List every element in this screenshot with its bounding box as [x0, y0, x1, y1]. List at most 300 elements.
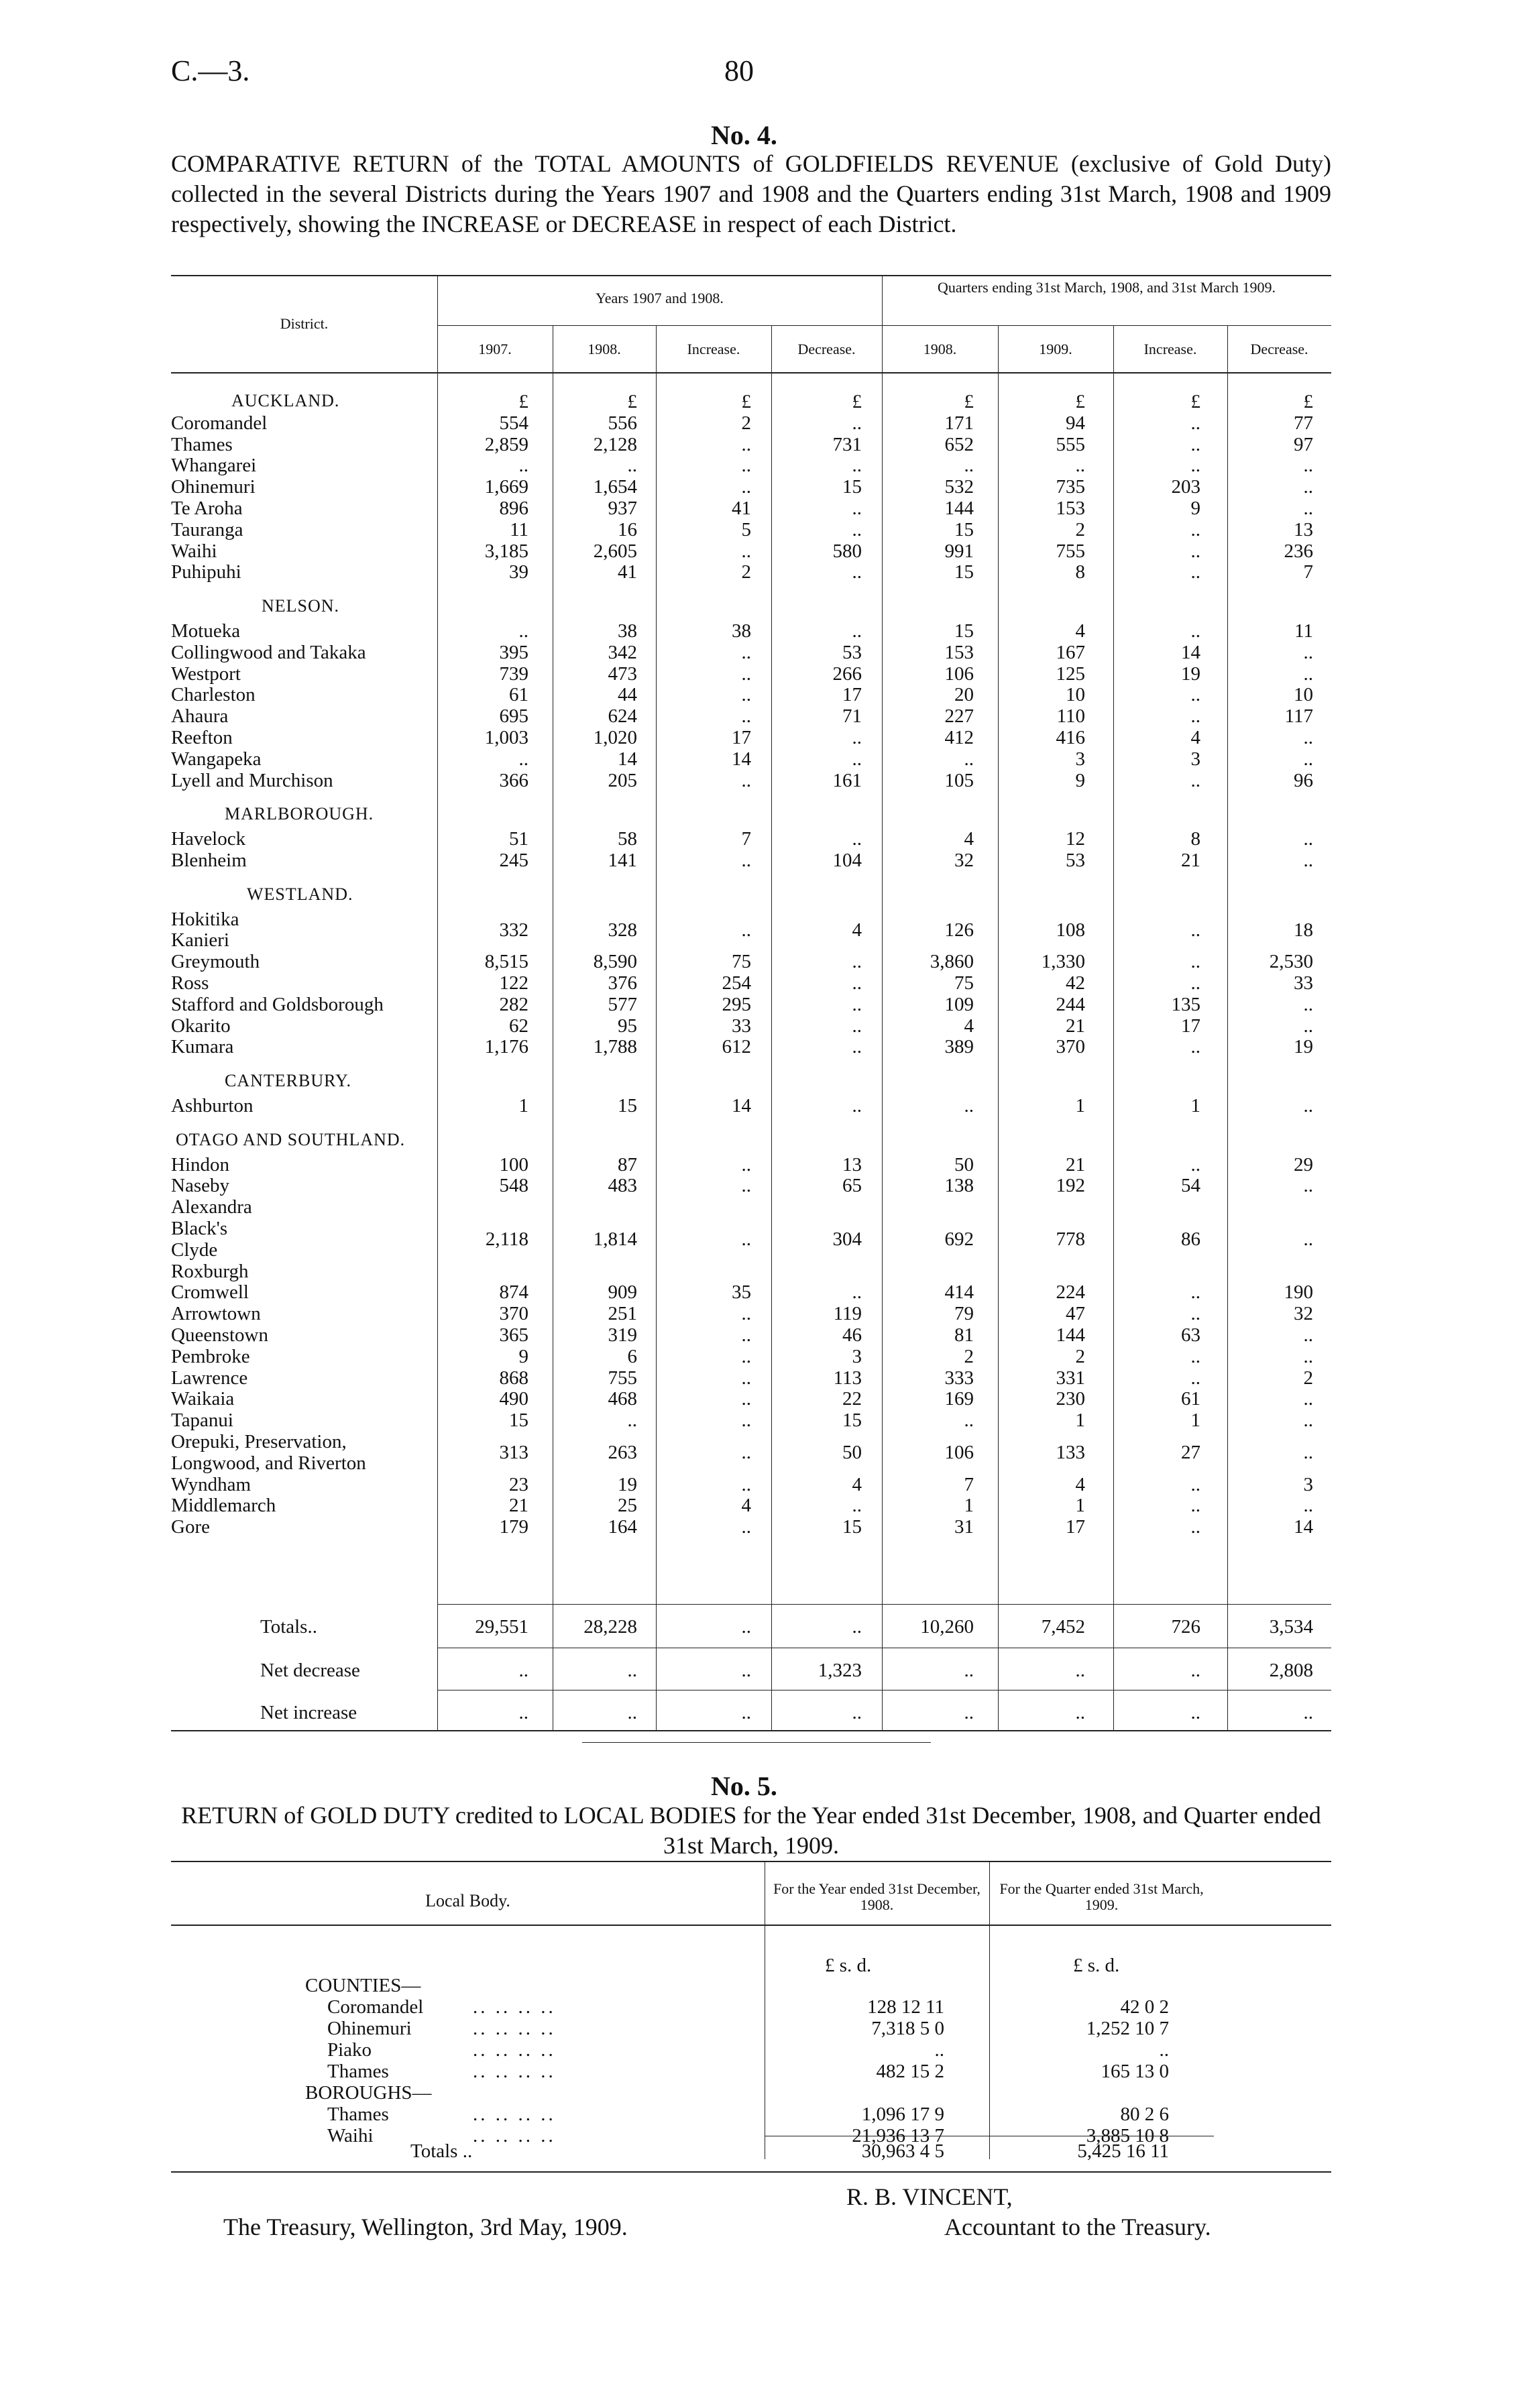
value-cell: .. [852, 1281, 862, 1304]
district-row [0, 540, 1513, 562]
value-cell: 2 [741, 561, 751, 583]
value-cell: 96 [1294, 769, 1313, 791]
value-cell: 3 [1075, 748, 1085, 770]
district-name: Ashburton [171, 1095, 254, 1116]
value-cell: .. [1303, 727, 1313, 748]
value-cell: 9 [1190, 498, 1200, 519]
value-cell: .. [1303, 748, 1313, 770]
value-cell: .. [1303, 993, 1313, 1015]
value-cell: 133 [1056, 1441, 1085, 1463]
value-cell: 117 [1284, 705, 1313, 728]
district-row [0, 727, 1513, 748]
district-row [0, 705, 1513, 727]
value-cell: .. [1190, 561, 1200, 583]
value-cell: 169 [944, 1388, 974, 1410]
district-row [0, 1516, 1513, 1538]
value-cell: .. [964, 1095, 974, 1116]
value-cell: 612 [722, 1036, 751, 1058]
value-cell: 1 [1190, 1095, 1200, 1116]
value-cell: 414 [944, 1281, 974, 1304]
value-cell: .. [1303, 455, 1313, 477]
value-cell: 153 [944, 641, 974, 663]
value-cell: 125 [1056, 663, 1085, 685]
district-name: Alexandra [171, 1196, 252, 1218]
totals-row [0, 1702, 1513, 1723]
value-cell: 21 [1066, 1153, 1085, 1176]
value-cell: 205 [608, 769, 637, 791]
totals-value: 726 [1171, 1616, 1200, 1638]
value-cell: 755 [608, 1367, 637, 1389]
value-cell: 32 [954, 850, 974, 871]
district-name: Greymouth [171, 951, 260, 973]
value-cell: 2 [741, 412, 751, 434]
district-row-part [0, 1261, 1513, 1282]
value-cell: 50 [954, 1153, 974, 1176]
value-cell: 4 [964, 828, 974, 850]
value-cell: 692 [944, 1228, 974, 1250]
value-cell: 15 [842, 476, 862, 498]
value-cell: .. [741, 684, 751, 706]
district-name: Cromwell [171, 1281, 249, 1304]
district-row [0, 994, 1513, 1015]
value-cell: .. [627, 455, 637, 477]
value-cell: 10 [1066, 684, 1085, 706]
district-name: Waikaia [171, 1388, 235, 1410]
value-cell: .. [964, 1410, 974, 1432]
value-cell: .. [1190, 769, 1200, 791]
value-cell: 333 [944, 1367, 974, 1389]
quarter-amount: .. [1159, 2039, 1169, 2061]
district-name: Hindon [171, 1153, 229, 1176]
table5-year-header: For the Year ended 31st December, 1908. [773, 1880, 980, 1913]
value-cell: 15 [842, 1410, 862, 1432]
value-cell: 21 [1181, 850, 1200, 871]
district-row [0, 1303, 1513, 1324]
value-cell: 20 [954, 684, 974, 706]
value-cell: .. [741, 705, 751, 728]
value-cell: 548 [499, 1175, 528, 1197]
value-cell: 144 [1056, 1324, 1085, 1346]
value-cell: .. [741, 641, 751, 663]
value-cell: 6 [627, 1345, 637, 1367]
value-cell: 4 [852, 1473, 862, 1495]
district-name: Te Aroha [171, 498, 243, 519]
value-cell: .. [518, 455, 528, 477]
value-cell: .. [1303, 1324, 1313, 1346]
value-cell: 53 [842, 641, 862, 663]
value-cell: 1,003 [484, 727, 528, 748]
value-cell: 53 [1066, 850, 1085, 871]
district-name: Clyde [171, 1239, 218, 1261]
totals-label: Net decrease [260, 1660, 360, 1681]
value-cell: 22 [842, 1388, 862, 1410]
value-cell: 38 [618, 620, 637, 642]
value-cell: 577 [608, 993, 637, 1015]
value-cell: .. [1303, 1015, 1313, 1037]
value-cell: .. [852, 620, 862, 642]
value-cell: 171 [944, 412, 974, 434]
value-cell: 370 [499, 1303, 528, 1325]
district-name: Puhipuhi [171, 561, 241, 583]
value-cell: 97 [1294, 433, 1313, 455]
value-cell: 2 [1075, 1345, 1085, 1367]
value-cell: .. [1303, 1228, 1313, 1250]
value-cell: 19 [1294, 1036, 1313, 1058]
district-row [0, 498, 1513, 519]
value-cell: 1,669 [484, 476, 528, 498]
table4-column-header: Decrease. [1250, 341, 1308, 357]
currency-symbol: £ [741, 391, 751, 412]
table4-column-header: Increase. [687, 341, 740, 357]
value-cell: 556 [608, 412, 637, 434]
value-cell: 7 [964, 1473, 974, 1495]
value-cell: .. [852, 993, 862, 1015]
district-name: Motueka [171, 620, 241, 642]
district-name: Arrowtown [171, 1303, 261, 1325]
table4-header-bottom-rule [171, 372, 1331, 374]
district-name: Naseby [171, 1175, 229, 1197]
value-cell: 7 [741, 828, 751, 850]
value-cell: 937 [608, 498, 637, 519]
value-cell: 2,605 [593, 540, 637, 562]
section-divider [582, 1742, 931, 1743]
value-cell: 365 [499, 1324, 528, 1346]
district-name: Black's [171, 1218, 228, 1239]
district-row [0, 1367, 1513, 1389]
leader-dots: .. .. .. .. [473, 2125, 556, 2146]
value-cell: 15 [954, 620, 974, 642]
value-cell: 4 [741, 1495, 751, 1517]
value-cell: 109 [944, 993, 974, 1015]
value-cell: 1,788 [593, 1036, 637, 1058]
value-cell: .. [1190, 1281, 1200, 1304]
district-name: Ross [171, 972, 209, 994]
value-cell: 63 [1181, 1324, 1200, 1346]
value-cell: 244 [1056, 993, 1085, 1015]
value-cell: 179 [499, 1516, 528, 1538]
value-cell: 14 [732, 1095, 751, 1116]
district-name: Lawrence [171, 1367, 248, 1389]
value-cell: .. [852, 1015, 862, 1037]
district-name: Lyell and Murchison [171, 769, 333, 791]
value-cell: 47 [1066, 1303, 1085, 1325]
value-cell: .. [1190, 684, 1200, 706]
value-cell: 19 [618, 1473, 637, 1495]
value-cell: .. [1190, 972, 1200, 994]
value-cell: 370 [1056, 1036, 1085, 1058]
value-cell: .. [1190, 620, 1200, 642]
totals-value: .. [627, 1702, 637, 1723]
value-cell: .. [1303, 1175, 1313, 1197]
value-cell: 87 [618, 1153, 637, 1176]
value-cell: 755 [1056, 540, 1085, 562]
totals-value: 7,452 [1041, 1616, 1085, 1638]
value-cell: 161 [832, 769, 862, 791]
year-amount: 7,318 5 0 [871, 2018, 944, 2039]
table4-years-header: Years 1907 and 1908. [596, 290, 724, 306]
table5-header-rule [171, 1925, 1331, 1926]
value-cell: .. [1190, 1345, 1200, 1367]
district-name: Queenstown [171, 1324, 268, 1346]
value-cell: 4 [852, 919, 862, 941]
district-row [0, 412, 1513, 434]
value-cell: 3 [1303, 1473, 1313, 1495]
district-name: Wangapeka [171, 748, 262, 770]
table4-top-rule [171, 275, 1331, 276]
value-cell: 319 [608, 1324, 637, 1346]
value-cell: 4 [1075, 1473, 1085, 1495]
district-row [0, 1175, 1513, 1196]
value-cell: 3 [852, 1345, 862, 1367]
value-cell: 13 [1294, 518, 1313, 540]
district-row [0, 1095, 1513, 1116]
value-cell: 108 [1056, 919, 1085, 941]
value-cell: .. [852, 1495, 862, 1517]
value-cell: 17 [1181, 1015, 1200, 1037]
value-cell: 695 [499, 705, 528, 728]
value-cell: .. [1190, 951, 1200, 973]
value-cell: 167 [1056, 641, 1085, 663]
value-cell: .. [741, 919, 751, 941]
value-cell: .. [1075, 455, 1085, 477]
value-cell: .. [741, 1516, 751, 1538]
table4-district-header: District. [280, 315, 329, 332]
table4-header-mid-rule [437, 325, 1331, 326]
leader-dots: .. .. .. .. [473, 2061, 556, 2082]
value-cell: 3 [1190, 748, 1200, 770]
district-row [0, 434, 1513, 455]
district-name: Okarito [171, 1015, 231, 1037]
district-row [0, 561, 1513, 583]
district-row [0, 519, 1513, 540]
local-body-name: Waihi [327, 2125, 374, 2146]
value-cell: 138 [944, 1175, 974, 1197]
value-cell: 17 [732, 727, 751, 748]
value-cell: .. [852, 561, 862, 583]
value-cell: 580 [832, 540, 862, 562]
district-row [0, 1495, 1513, 1516]
value-cell: 236 [1284, 540, 1313, 562]
district-row [0, 1154, 1513, 1176]
value-cell: 122 [499, 972, 528, 994]
district-row [0, 828, 1513, 850]
value-cell: .. [1303, 850, 1313, 871]
district-row [0, 770, 1513, 791]
value-cell: 19 [1181, 663, 1200, 685]
district-name: Reefton [171, 727, 233, 748]
local-body-name: Coromandel [327, 1996, 424, 2018]
value-cell: 14 [732, 748, 751, 770]
value-cell: .. [1190, 1303, 1200, 1325]
value-cell: .. [1303, 1095, 1313, 1116]
value-cell: .. [741, 1303, 751, 1325]
value-cell: .. [741, 769, 751, 791]
value-cell: 532 [944, 476, 974, 498]
value-cell: 342 [608, 641, 637, 663]
value-cell: 4 [1190, 727, 1200, 748]
district-row [0, 748, 1513, 770]
local-body-name: BOROUGHS— [305, 2082, 432, 2104]
value-cell: 58 [618, 828, 637, 850]
value-cell: 991 [944, 540, 974, 562]
value-cell: 17 [1066, 1516, 1085, 1538]
table4-column-header: 1907. [478, 341, 512, 357]
value-cell: 21 [509, 1495, 528, 1517]
year-amount: 128 12 11 [867, 1996, 944, 2018]
table5-bottom-rule [171, 2171, 1331, 2173]
leader-dots: .. .. .. .. [473, 2018, 556, 2039]
value-cell: 376 [608, 972, 637, 994]
value-cell: 10 [1294, 684, 1313, 706]
value-cell: 31 [954, 1516, 974, 1538]
value-cell: 2,118 [485, 1228, 528, 1250]
value-cell: .. [741, 1388, 751, 1410]
table4-quarters-header: Quarters ending 31st March, 1908, and 31st March 1909. [937, 279, 1276, 296]
value-cell: 896 [499, 498, 528, 519]
value-cell: .. [1303, 1410, 1313, 1432]
value-cell: 331 [1056, 1367, 1085, 1389]
value-cell: 313 [499, 1441, 528, 1463]
district-row-part [0, 1196, 1513, 1218]
value-cell: .. [1303, 663, 1313, 685]
value-cell: .. [1190, 1367, 1200, 1389]
value-cell: .. [741, 850, 751, 871]
table5-total-quarter: 5,425 16 11 [1077, 2140, 1169, 2162]
region-heading: MARLBOROUGH. [225, 804, 374, 824]
district-row [0, 1228, 1513, 1250]
signatory-position: Accountant to the Treasury. [944, 2214, 1211, 2240]
totals-value: .. [627, 1660, 637, 1681]
value-cell: .. [741, 1345, 751, 1367]
value-cell: .. [852, 498, 862, 519]
totals-value: 1,323 [818, 1660, 862, 1681]
value-cell: 61 [509, 684, 528, 706]
district-row [0, 1281, 1513, 1303]
value-cell: 483 [608, 1175, 637, 1197]
value-cell: .. [741, 540, 751, 562]
value-cell: 126 [944, 919, 974, 941]
place-date: The Treasury, Wellington, 3rd May, 1909. [223, 2214, 628, 2240]
currency-symbol: £ [852, 391, 862, 412]
totals-value: .. [518, 1660, 528, 1681]
value-cell: 731 [832, 433, 862, 455]
value-cell: 8,515 [484, 951, 528, 973]
currency-symbol: £ [1190, 391, 1200, 412]
table5-number: No. 5. [711, 1771, 777, 1801]
value-cell: .. [852, 828, 862, 850]
value-cell: .. [1190, 919, 1200, 941]
totals-value: .. [964, 1660, 974, 1681]
value-cell: .. [1303, 498, 1313, 519]
value-cell: .. [1190, 540, 1200, 562]
district-name: Blenheim [171, 850, 247, 871]
value-cell: 86 [1181, 1228, 1200, 1250]
value-cell: 227 [944, 705, 974, 728]
totals-value: .. [1075, 1702, 1085, 1723]
region-heading: AUCKLAND. [231, 391, 340, 410]
value-cell: 29 [1294, 1153, 1313, 1176]
table5-description: RETURN of GOLD DUTY credited to LOCAL BODIES for the Year ended 31st December, 1908, and Quarter ended 31st March, 1909. [181, 1802, 1321, 1859]
value-cell: 65 [842, 1175, 862, 1197]
value-cell: 4 [964, 1015, 974, 1037]
value-cell: 135 [1171, 993, 1200, 1015]
value-cell: 7 [1303, 561, 1313, 583]
value-cell: .. [627, 1410, 637, 1432]
value-cell: 51 [509, 828, 528, 850]
value-cell: 266 [832, 663, 862, 685]
value-cell: 75 [954, 972, 974, 994]
local-body-name: Thames [327, 2104, 389, 2125]
value-cell: .. [741, 1473, 751, 1495]
value-cell: 100 [499, 1153, 528, 1176]
value-cell: 141 [608, 850, 637, 871]
value-cell: .. [1190, 518, 1200, 540]
value-cell: 95 [618, 1015, 637, 1037]
value-cell: 412 [944, 727, 974, 748]
value-cell: 33 [1294, 972, 1313, 994]
value-cell: .. [1303, 641, 1313, 663]
value-cell: .. [741, 1153, 751, 1176]
district-name: Roxburgh [171, 1260, 249, 1282]
value-cell: 332 [499, 919, 528, 941]
value-cell: .. [741, 476, 751, 498]
value-cell: .. [1190, 1036, 1200, 1058]
district-name: Hokitika [171, 908, 239, 930]
value-cell: .. [852, 455, 862, 477]
region-heading: OTAGO AND SOUTHLAND. [176, 1129, 406, 1149]
district-row [0, 1346, 1513, 1367]
value-cell: .. [852, 972, 862, 994]
value-cell: 554 [499, 412, 528, 434]
quarter-amount: 80 2 6 [1120, 2104, 1169, 2125]
table5-body-header: Local Body. [425, 1891, 510, 1910]
value-cell: 203 [1171, 476, 1200, 498]
value-cell: 389 [944, 1036, 974, 1058]
value-cell: 254 [722, 972, 751, 994]
value-cell: 61 [1181, 1388, 1200, 1410]
value-cell: .. [852, 412, 862, 434]
page-number: 80 [724, 54, 754, 87]
district-name: Pembroke [171, 1345, 250, 1367]
table4-number: No. 4. [711, 120, 777, 150]
value-cell: 251 [608, 1303, 637, 1325]
totals-row [0, 1616, 1513, 1638]
value-cell: .. [741, 1324, 751, 1346]
district-name: Stafford and Goldsborough [171, 993, 384, 1015]
value-cell: .. [1190, 1473, 1200, 1495]
totals-value: 29,551 [475, 1616, 528, 1638]
totals-value: .. [1190, 1702, 1200, 1723]
value-cell: 15 [842, 1516, 862, 1538]
value-cell: 39 [509, 561, 528, 583]
totals-value: .. [964, 1702, 974, 1723]
value-cell: 119 [833, 1303, 862, 1325]
value-cell: .. [1190, 455, 1200, 477]
quarter-amount: 165 13 0 [1101, 2061, 1169, 2082]
value-cell: 1 [1075, 1495, 1085, 1517]
value-cell: 2,859 [484, 433, 528, 455]
value-cell: 50 [842, 1441, 862, 1463]
totals-value: .. [518, 1702, 528, 1723]
value-cell: .. [741, 433, 751, 455]
value-cell: 18 [1294, 919, 1313, 941]
value-cell: .. [852, 727, 862, 748]
year-amount: 1,096 17 9 [861, 2104, 944, 2125]
totals-value: 10,260 [920, 1616, 974, 1638]
district-row [0, 1388, 1513, 1410]
value-cell: 416 [1056, 727, 1085, 748]
report-code: C.—3. [171, 54, 250, 87]
